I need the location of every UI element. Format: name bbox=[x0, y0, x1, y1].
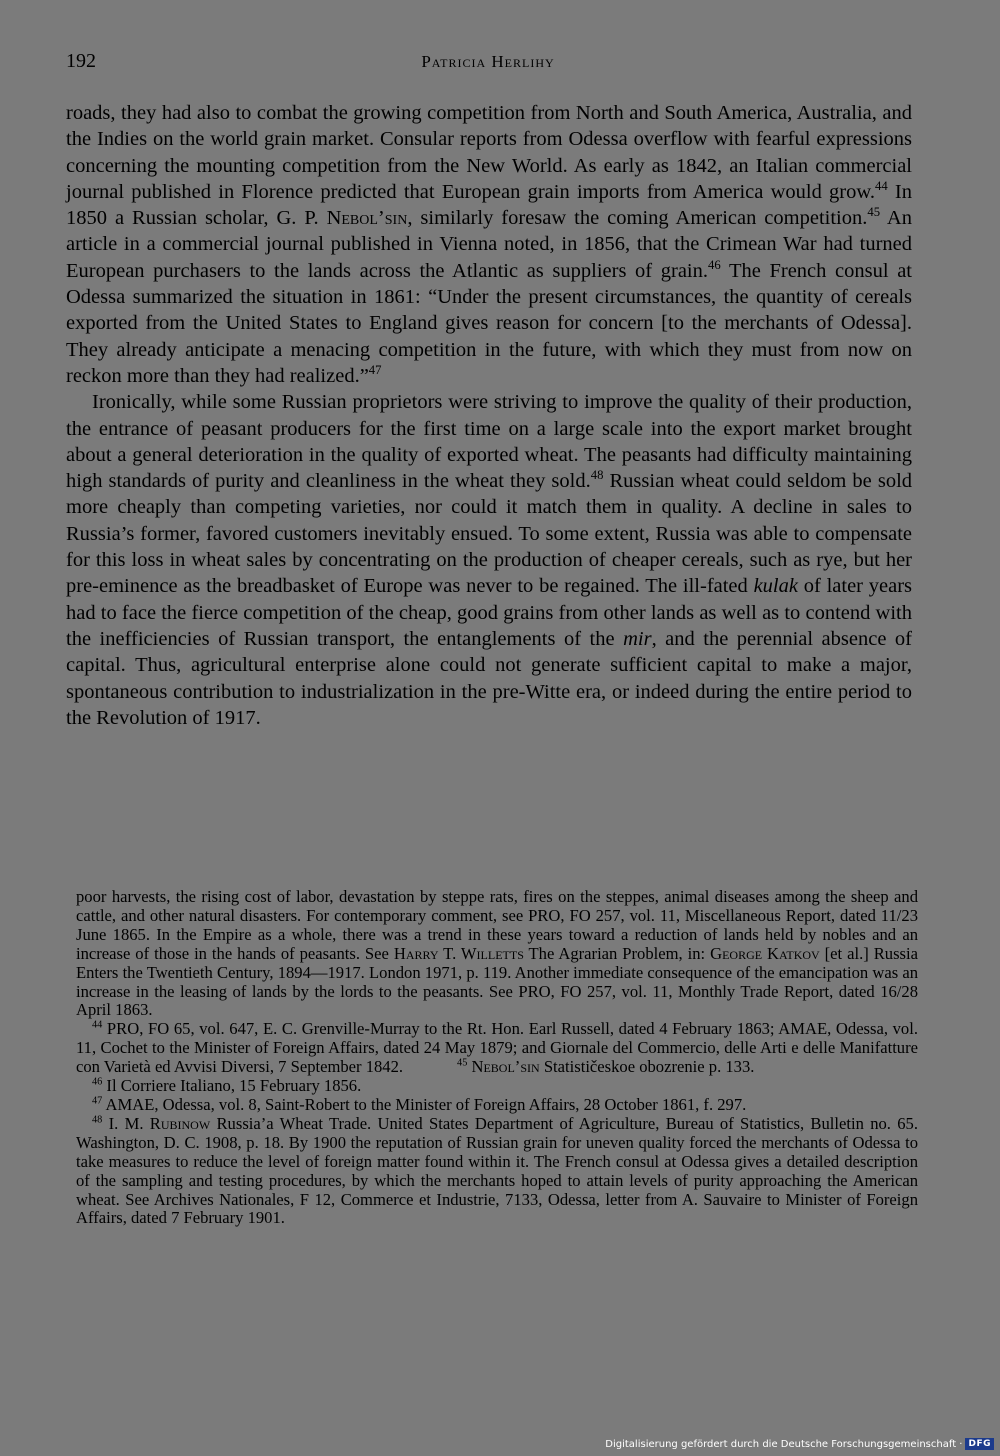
footnote-48: $^{48}$ I. M. Rubinow Russia’a Wheat Trade. United States Department of Agriculture, Bureau of Statistics, Bulletin no. 65. Washington, D. C. 1908, p. 18. By 1900 the reputation of Russian grain for uneven quality forced the merchants of Odessa to take measures to reduce the level of foreign matter found within it. The French consul at Odessa gives a detailed description of the sampling and testing procedures, by which the merchants hoped to attain levels of purity approaching the American wheat. See Archives Nationales, F 12, Commerce et Industrie, 7133, Odessa, letter from A. Sauvaire to Minister of Foreign Affairs, dated 7 February 1901. bbox=[76, 1113, 918, 1228]
footnote-46: $^{46}$ Il Corriere Italiano, 15 February 1856. bbox=[92, 1076, 362, 1096]
dfg-credit-text: Digitalisierung gefördert durch die Deutsche Forschungsgemeinschaft · bbox=[605, 1438, 963, 1450]
footnotes bbox=[76, 888, 918, 1228]
footnote-ref-45[interactable]: 45 bbox=[867, 205, 881, 220]
footnote-ref-48[interactable]: 48 bbox=[590, 468, 604, 483]
page-header bbox=[66, 50, 910, 80]
dfg-logo-icon: DFG bbox=[965, 1438, 994, 1450]
body-paragraph-2: Ironically, while some Russian proprietors were striving to improve the quality of their production, the entrance of peasant producers for the first time on a large scale into the export market brought about a general deterioration in the quality of exported wheat. The peasants had difficulty maintaining high standards of purity and cleanliness in the wheat they sold.$^{48}$ Russian wheat could seldom be sold more cheaply than competing varieties, nor could it match them in quality. A decline in sales to Russia’s former, favored customers inevitably ensued. To some extent, Russia was able to compensate for this loss in wheat sales by concentrating on the production of cheaper cereals, such as rye, but her pre-eminence as the breadbasket of Europe was never to be regained. The ill-fated kulak of later years had to face the fierce competition of the cheap, good grains from other lands as well as to contend with the inefficiencies of Russian transport, the entanglements of the mir, and the perennial absence of capital. Thus, agricultural enterprise alone could not generate sufficient capital to make a major, spontaneous contribution to industrialization in the pre-Witte era, or indeed during the entire period to the Revolution of 1917. bbox=[66, 391, 913, 729]
dfg-credit bbox=[605, 1437, 994, 1451]
footnote-45: $^{45}$ Nebol’sin Statističeskoe obozrenie p. 133. bbox=[457, 1057, 755, 1077]
footnote-continuation: poor harvests, the rising cost of labor, devastation by steppe rats, fires on the steppes, animal diseases among the sheep and cattle, and other natural disasters. For contemporary comment, see PRO, FO 257, vol. 11, Miscellaneous Report, dated 11/23 June 1865. In the Empire as a whole, there was a trend in these years toward a reduction of lands held by nobles and an increase of those in the hands of peasants. See Harry T. Willetts The Agrarian Problem, in: George Katkov [et al.] Russia Enters the Twentieth Century, 1894—1917. London 1971, p. 119. Another immediate consequence of the emancipation was an increase in the leasing of lands by the lords to the peasants. See PRO, FO 257, vol. 11, Monthly Trade Report, dated 16/28 April 1863. bbox=[76, 887, 918, 1020]
footnote-ref-47[interactable]: 47 bbox=[368, 363, 382, 378]
page-number: 192 bbox=[66, 50, 96, 72]
term-mir: mir bbox=[623, 627, 652, 650]
footnote-44: $^{44}$ PRO, FO 65, vol. 647, E. C. Grenville-Murray to the Rt. Hon. Earl Russell, dated 4 February 1863; AMAE, Odessa, vol. 11, Cochet to the Minister of Foreign Affairs, dated 24 May 1879; and Giornale del Commercio, delle Arti e delle Manifatture con Varietà ed Avvisi Diversi, 7 September 1842. $^{45}$ Nebol’sin Statističeskoe obozrenie p. 133. bbox=[76, 1019, 918, 1077]
term-kulak: kulak bbox=[753, 575, 798, 598]
author-name: Nebol’sin bbox=[326, 207, 408, 230]
footnote-47: $^{47}$ AMAE, Odessa, vol. 8, Saint-Robert to the Minister of Foreign Affairs, 28 October 1861, f. 297. bbox=[92, 1094, 747, 1114]
footnote-ref-44[interactable]: 44 bbox=[874, 179, 888, 194]
running-head: Patricia Herlihy bbox=[421, 52, 555, 71]
body-text bbox=[66, 100, 912, 731]
body-paragraph-1: roads, they had also to combat the growing competition from North and South America, Australia, and the Indies on the world grain market. Consular reports from Odessa overflow with fearful expressions concerning the mounting competition from the New World. As early as 1842, an Italian commercial journal published in Florence predicted that European grain imports from America would grow.$^{44}$ In 1850 a Russian scholar, G. P. Nebol’sin, similarly foresaw the coming American competition.$^{45}$ An article in a commercial journal published in Vienna noted, in 1856, that the Crimean War had turned European purchasers to the lands across the Atlantic as suppliers of grain.$^{46}$ The French consul at Odessa summarized the situation in 1861: “Under the present circumstances, the quantity of cereals exported from the United States to England gives reason for concern [to the merchants of Odessa]. They already anticipate a menacing competition in the future, with which they must from now on reckon more than they had realized.”$^{47}$ bbox=[66, 102, 912, 387]
footnote-ref-46[interactable]: 46 bbox=[708, 257, 721, 272]
